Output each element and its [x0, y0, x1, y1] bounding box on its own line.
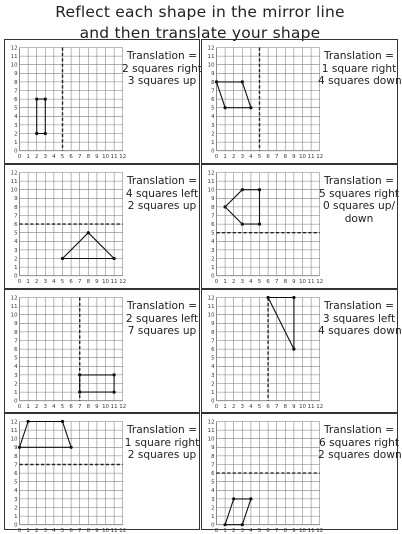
y-tick-label: 9: [14, 71, 18, 78]
translation-line: 1 square right: [321, 62, 397, 75]
y-tick-label: 2: [211, 256, 215, 263]
x-tick-label: 12: [119, 404, 127, 411]
translation-line: Translation =: [324, 50, 394, 62]
shape-vertex-3: [113, 257, 116, 260]
title-line-1: Reflect each shape in the mirror line: [55, 3, 345, 21]
x-tick-label: 6: [69, 279, 73, 286]
x-tick-label: 9: [292, 404, 296, 411]
y-tick-label: 0: [211, 522, 215, 529]
y-tick-label: 2: [211, 505, 215, 512]
y-tick-label: 4: [211, 488, 215, 495]
shape-vertex-1: [241, 188, 244, 191]
y-tick-label: 12: [207, 295, 215, 302]
y-tick-label: 11: [207, 304, 215, 310]
x-tick-label: 1: [223, 279, 227, 286]
x-tick-label: 2: [231, 528, 236, 534]
x-tick-label: 0: [214, 528, 219, 534]
y-tick-label: 9: [14, 321, 18, 328]
shape-vertex-3: [44, 132, 47, 135]
translation-line: 2 squares up: [127, 449, 197, 461]
translation-instruction: [121, 424, 203, 462]
y-tick-label: 12: [10, 295, 18, 302]
x-tick-label: 2: [34, 154, 39, 161]
translation-line: down: [344, 212, 374, 225]
x-tick-label: 10: [299, 279, 306, 286]
x-tick-label: 12: [119, 528, 127, 534]
shape-vertex-3: [61, 420, 64, 423]
x-tick-label: 5: [257, 404, 262, 411]
translation-line: 2 squares right: [122, 62, 202, 75]
x-tick-label: 4: [249, 154, 253, 161]
translation-line: Translation =: [127, 300, 197, 312]
translation-line: 1 square right: [124, 436, 200, 449]
shape-vertex-3: [113, 391, 116, 394]
y-tick-label: 0: [14, 273, 18, 280]
x-tick-label: 8: [86, 279, 91, 286]
y-tick-label: 7: [14, 88, 18, 95]
shape-vertex-4: [224, 106, 227, 109]
x-tick-label: 0: [214, 154, 219, 161]
y-tick-label: 7: [14, 338, 18, 345]
y-tick-label: 3: [14, 122, 18, 129]
x-tick-label: 10: [102, 279, 109, 286]
x-tick-label: 6: [266, 154, 270, 161]
x-tick-label: 7: [274, 154, 279, 161]
y-tick-label: 2: [14, 381, 18, 388]
x-tick-label: 2: [231, 154, 236, 161]
x-tick-label: 7: [77, 404, 82, 411]
shape-vertex-1: [35, 98, 38, 101]
y-tick-label: 11: [10, 54, 18, 60]
x-tick-label: 10: [299, 154, 306, 161]
translation-line: 6 squares right: [319, 436, 399, 449]
x-tick-label: 11: [110, 279, 118, 286]
shape-vertex-2: [87, 231, 90, 234]
x-tick-label: 11: [110, 528, 118, 534]
y-tick-label: 11: [207, 179, 215, 185]
problem-7: [4, 413, 200, 534]
y-tick-label: 5: [14, 355, 18, 362]
y-tick-label: 12: [207, 170, 215, 177]
y-tick-label: 4: [211, 364, 215, 371]
y-tick-label: 4: [211, 114, 215, 121]
y-tick-label: 3: [14, 247, 18, 254]
y-tick-label: 5: [14, 479, 18, 486]
y-tick-label: 0: [14, 148, 18, 155]
x-tick-label: 5: [257, 154, 262, 161]
x-tick-label: 9: [292, 279, 296, 286]
x-tick-label: 8: [283, 404, 288, 411]
x-tick-label: 9: [95, 154, 99, 161]
x-tick-label: 1: [223, 154, 227, 161]
y-tick-label: 6: [211, 97, 215, 103]
y-tick-label: 6: [211, 347, 215, 353]
x-tick-label: 8: [86, 404, 91, 411]
x-tick-label: 3: [43, 528, 48, 534]
x-tick-label: 8: [283, 528, 288, 534]
x-tick-label: 0: [214, 279, 219, 286]
y-tick-label: 3: [211, 496, 215, 503]
shape-vertex-1: [215, 80, 218, 83]
shape-outline: [225, 499, 251, 525]
translation-line: 4 squares down: [318, 75, 402, 87]
y-tick-label: 4: [211, 239, 215, 246]
x-tick-label: 10: [102, 404, 109, 411]
x-tick-label: 9: [95, 279, 99, 286]
x-tick-label: 4: [249, 528, 253, 534]
translation-line: 0 squares up/: [322, 200, 396, 212]
translation-line: Translation =: [127, 50, 197, 62]
y-tick-label: 11: [10, 304, 18, 310]
x-tick-label: 5: [60, 279, 65, 286]
x-tick-label: 2: [34, 404, 39, 411]
y-tick-label: 1: [211, 140, 215, 146]
y-tick-label: 11: [10, 428, 18, 434]
problem-1: [4, 39, 200, 164]
translation-line: 4 squares down: [318, 325, 402, 337]
translation-instruction: [318, 424, 400, 462]
problem-2: [201, 39, 402, 164]
y-tick-label: 7: [211, 88, 215, 95]
x-tick-label: 12: [316, 528, 324, 534]
translation-instruction: [121, 175, 203, 213]
y-tick-label: 1: [211, 265, 215, 271]
y-tick-label: 12: [10, 45, 18, 52]
shape-vertex-4: [241, 523, 244, 526]
y-tick-label: 6: [14, 222, 18, 228]
x-tick-label: 3: [43, 404, 48, 411]
y-tick-label: 7: [211, 213, 215, 220]
y-tick-label: 8: [14, 329, 18, 336]
y-tick-label: 2: [14, 256, 18, 263]
shape-vertex-1: [18, 446, 21, 449]
translation-line: Translation =: [127, 424, 197, 436]
shape-vertex-1: [61, 257, 64, 260]
x-tick-label: 10: [299, 528, 306, 534]
y-tick-label: 9: [211, 321, 215, 328]
x-tick-label: 6: [69, 404, 73, 411]
shape-vertex-2: [113, 373, 116, 376]
y-tick-label: 8: [14, 79, 18, 86]
translation-instruction: [121, 50, 203, 88]
y-tick-label: 3: [211, 247, 215, 254]
x-tick-label: 11: [307, 279, 315, 286]
y-tick-label: 9: [211, 196, 215, 203]
x-tick-label: 1: [223, 528, 227, 534]
x-tick-label: 3: [240, 279, 245, 286]
x-tick-label: 2: [231, 279, 236, 286]
translation-line: Translation =: [324, 424, 394, 436]
translation-line: 5 squares right: [319, 187, 399, 200]
x-tick-label: 6: [69, 528, 73, 534]
x-tick-label: 9: [95, 528, 99, 534]
translation-line: 3 squares up: [127, 75, 197, 87]
x-tick-label: 1: [26, 528, 30, 534]
shape-vertex-3: [249, 106, 252, 109]
x-tick-label: 4: [52, 528, 56, 534]
y-tick-label: 7: [211, 338, 215, 345]
y-tick-label: 1: [14, 140, 18, 146]
x-tick-label: 3: [43, 279, 48, 286]
y-tick-label: 0: [14, 398, 18, 405]
x-tick-label: 11: [110, 154, 118, 161]
y-tick-label: 10: [207, 312, 215, 319]
x-tick-label: 11: [307, 154, 315, 161]
y-tick-label: 8: [211, 79, 215, 86]
x-tick-label: 9: [292, 154, 296, 161]
x-tick-label: 3: [240, 404, 245, 411]
shape-vertex-1: [224, 523, 227, 526]
shape-vertex-3: [258, 223, 261, 226]
x-tick-label: 6: [266, 279, 270, 286]
shape-vertex-2: [258, 188, 261, 191]
x-tick-label: 0: [17, 528, 22, 534]
x-tick-label: 2: [34, 279, 39, 286]
translation-line: 2 squares up: [127, 200, 197, 212]
x-tick-label: 10: [102, 154, 109, 161]
y-tick-label: 11: [10, 179, 18, 185]
shape-vertex-4: [241, 223, 244, 226]
x-tick-label: 5: [60, 404, 65, 411]
x-tick-label: 12: [316, 404, 324, 411]
x-tick-label: 6: [266, 404, 270, 411]
shape-vertex-5: [224, 205, 227, 208]
y-tick-label: 11: [207, 54, 215, 60]
y-tick-label: 5: [211, 355, 215, 362]
x-tick-label: 8: [86, 528, 91, 534]
y-tick-label: 6: [14, 347, 18, 353]
x-tick-label: 7: [274, 528, 279, 534]
y-tick-label: 10: [207, 62, 215, 69]
y-tick-label: 1: [14, 514, 18, 520]
y-tick-label: 12: [10, 419, 18, 426]
x-tick-label: 5: [257, 279, 262, 286]
y-tick-label: 2: [14, 131, 18, 138]
y-tick-label: 7: [14, 213, 18, 220]
y-tick-label: 5: [211, 105, 215, 112]
x-tick-label: 12: [119, 154, 127, 161]
y-tick-label: 6: [211, 471, 215, 477]
y-tick-label: 6: [14, 97, 18, 103]
y-tick-label: 3: [211, 372, 215, 379]
x-tick-label: 11: [307, 404, 315, 411]
x-tick-label: 5: [257, 528, 262, 534]
x-tick-label: 11: [307, 528, 315, 534]
y-tick-label: 0: [211, 148, 215, 155]
translation-instruction: [318, 175, 400, 225]
y-tick-label: 10: [10, 187, 18, 194]
x-tick-label: 7: [77, 528, 82, 534]
x-tick-label: 3: [240, 154, 245, 161]
translation-line: 2 squares left: [125, 312, 199, 325]
translation-instruction: [318, 50, 400, 88]
worksheet-title: [0, 2, 400, 44]
x-tick-label: 5: [60, 154, 65, 161]
x-tick-label: 6: [69, 154, 73, 161]
y-tick-label: 10: [207, 436, 215, 443]
shape-vertex-4: [78, 391, 81, 394]
x-tick-label: 7: [77, 154, 82, 161]
y-tick-label: 10: [10, 312, 18, 319]
shape-vertex-3: [249, 497, 252, 500]
y-tick-label: 11: [207, 428, 215, 434]
title-line-2: and then translate your shape: [79, 24, 321, 42]
y-tick-label: 4: [14, 239, 18, 246]
x-tick-label: 5: [60, 528, 65, 534]
y-tick-label: 9: [14, 196, 18, 203]
x-tick-label: 4: [52, 279, 56, 286]
x-tick-label: 1: [223, 404, 227, 411]
x-tick-label: 1: [26, 154, 30, 161]
y-tick-label: 7: [211, 462, 215, 469]
x-tick-label: 7: [274, 404, 279, 411]
shape-vertex-3: [292, 348, 295, 351]
y-tick-label: 12: [207, 419, 215, 426]
y-tick-label: 2: [14, 505, 18, 512]
y-tick-label: 0: [211, 273, 215, 280]
y-tick-label: 2: [211, 131, 215, 138]
y-tick-label: 9: [211, 71, 215, 78]
x-tick-label: 7: [274, 279, 279, 286]
y-tick-label: 9: [14, 445, 18, 452]
shape-vertex-1: [78, 373, 81, 376]
translation-line: Translation =: [324, 175, 394, 187]
x-tick-label: 11: [110, 404, 118, 411]
translation-line: 4 squares left: [125, 187, 199, 200]
shape-vertex-2: [27, 420, 30, 423]
problem-3: [4, 164, 200, 289]
shape-vertex-2: [232, 497, 235, 500]
x-tick-label: 8: [283, 279, 288, 286]
translation-line: 2 squares down: [318, 449, 402, 461]
translation-line: Translation =: [127, 175, 197, 187]
y-tick-label: 0: [211, 398, 215, 405]
y-tick-label: 5: [14, 105, 18, 112]
x-tick-label: 1: [26, 279, 30, 286]
translation-instruction: [318, 300, 400, 338]
shape-vertex-2: [241, 80, 244, 83]
y-tick-label: 5: [211, 479, 215, 486]
problem-5: [4, 289, 200, 413]
y-tick-label: 3: [211, 122, 215, 129]
x-tick-label: 7: [77, 279, 82, 286]
x-tick-label: 12: [316, 279, 324, 286]
y-tick-label: 3: [14, 372, 18, 379]
y-tick-label: 2: [211, 381, 215, 388]
x-tick-label: 9: [292, 528, 296, 534]
x-tick-label: 6: [266, 528, 270, 534]
shape-vertex-2: [292, 296, 295, 299]
x-tick-label: 1: [26, 404, 30, 411]
x-tick-label: 2: [34, 528, 39, 534]
y-tick-label: 1: [211, 514, 215, 520]
x-tick-label: 10: [299, 404, 306, 411]
y-tick-label: 4: [14, 488, 18, 495]
y-tick-label: 8: [211, 329, 215, 336]
x-tick-label: 0: [214, 404, 219, 411]
shape-vertex-4: [35, 132, 38, 135]
y-tick-label: 10: [10, 436, 18, 443]
y-tick-label: 1: [14, 390, 18, 396]
x-tick-label: 4: [249, 404, 253, 411]
x-tick-label: 3: [43, 154, 48, 161]
y-tick-label: 8: [211, 453, 215, 460]
y-tick-label: 4: [14, 114, 18, 121]
y-tick-label: 12: [10, 170, 18, 177]
problem-4: [201, 164, 398, 289]
y-tick-label: 4: [14, 364, 18, 371]
y-tick-label: 9: [211, 445, 215, 452]
shape-vertex-1: [267, 296, 270, 299]
x-tick-label: 2: [231, 404, 236, 411]
y-tick-label: 0: [14, 522, 18, 529]
x-tick-label: 4: [52, 404, 56, 411]
problem-6: [201, 289, 402, 413]
x-tick-label: 9: [95, 404, 99, 411]
x-tick-label: 0: [17, 279, 22, 286]
y-tick-label: 1: [14, 265, 18, 271]
shape-vertex-2: [44, 98, 47, 101]
y-tick-label: 6: [211, 222, 215, 228]
y-tick-label: 6: [14, 471, 18, 477]
translation-instruction: [121, 300, 203, 338]
problem-8: [201, 413, 402, 534]
y-tick-label: 8: [211, 204, 215, 211]
y-tick-label: 1: [211, 390, 215, 396]
x-tick-label: 4: [249, 279, 253, 286]
x-tick-label: 12: [316, 154, 324, 161]
y-tick-label: 3: [14, 496, 18, 503]
translation-line: 7 squares up: [127, 325, 197, 337]
x-tick-label: 10: [102, 528, 109, 534]
x-tick-label: 4: [52, 154, 56, 161]
translation-line: Translation =: [324, 300, 394, 312]
x-tick-label: 8: [283, 154, 288, 161]
y-tick-label: 12: [207, 45, 215, 52]
y-tick-label: 10: [10, 62, 18, 69]
y-tick-label: 8: [14, 204, 18, 211]
y-tick-label: 5: [211, 230, 215, 237]
y-tick-label: 8: [14, 453, 18, 460]
x-tick-label: 0: [17, 154, 22, 161]
y-tick-label: 7: [14, 462, 18, 469]
x-tick-label: 8: [86, 154, 91, 161]
x-tick-label: 12: [119, 279, 127, 286]
y-tick-label: 10: [207, 187, 215, 194]
y-tick-label: 5: [14, 230, 18, 237]
x-tick-label: 0: [17, 404, 22, 411]
shape-vertex-4: [70, 446, 73, 449]
x-tick-label: 3: [240, 528, 245, 534]
translation-line: 3 squares left: [322, 312, 396, 325]
